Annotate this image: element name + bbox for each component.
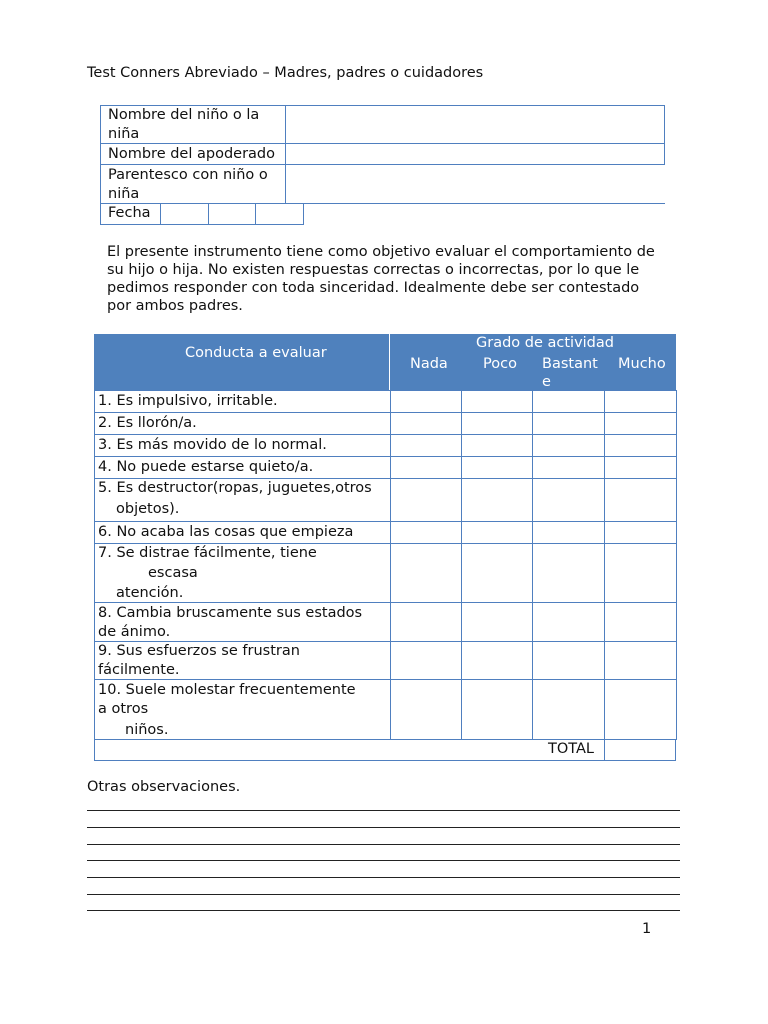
child-name-label-line2: niña (108, 126, 140, 142)
rating-cell[interactable] (604, 478, 677, 522)
relation-label-line1: Parentesco con niño o (108, 167, 268, 183)
rating-cell[interactable] (461, 478, 533, 522)
rating-cell[interactable] (604, 412, 677, 435)
option-mucho: Mucho (618, 356, 666, 372)
option-nada: Nada (410, 356, 448, 372)
observation-line[interactable] (87, 894, 680, 895)
observation-line[interactable] (87, 827, 680, 828)
intro-paragraph: El presente instrumento tiene como objetivo evaluar el comportamiento de su hijo o hija. No existen respuestas correctas o incorrectas, por lo que le pedimos responder con toda sinceridad. Idealmente debe ser contestado por ambos padres. (107, 244, 655, 314)
grade-header: Grado de actividad (476, 335, 614, 351)
item-8-line1: 8. Cambia bruscamente sus estados (98, 605, 363, 621)
option-bastante-line2: e (542, 374, 551, 390)
rating-cell[interactable] (532, 602, 605, 642)
rating-cell[interactable] (532, 434, 605, 457)
date-day-field[interactable] (160, 203, 209, 225)
rating-cell[interactable] (390, 521, 462, 544)
header-divider (389, 334, 390, 390)
date-year-field[interactable] (255, 203, 304, 225)
rating-cell[interactable] (461, 602, 533, 642)
date-month-field[interactable] (208, 203, 256, 225)
rating-cell[interactable] (390, 434, 462, 457)
rating-cell[interactable] (461, 521, 533, 544)
rating-cell[interactable] (461, 543, 533, 603)
rating-cell[interactable] (390, 602, 462, 642)
guardian-name-label: Nombre del apoderado (108, 146, 275, 162)
item-3: 3. Es más movido de lo normal. (98, 437, 327, 453)
observation-line[interactable] (87, 844, 680, 845)
total-value-cell[interactable] (604, 739, 676, 761)
item-10-line3: niños. (125, 722, 169, 738)
item-7-line2: escasa (148, 565, 198, 581)
rating-cell[interactable] (532, 412, 605, 435)
rating-cell[interactable] (390, 456, 462, 479)
rating-cell[interactable] (532, 521, 605, 544)
item-1: 1. Es impulsivo, irritable. (98, 393, 278, 409)
rating-cell[interactable] (604, 641, 677, 680)
item-7-line1: 7. Se distrae fácilmente, tiene (98, 545, 317, 561)
observation-line[interactable] (87, 860, 680, 861)
child-name-label-line1: Nombre del niño o la (108, 107, 260, 123)
observation-line[interactable] (87, 810, 680, 811)
option-poco: Poco (483, 356, 517, 372)
rating-cell[interactable] (604, 521, 677, 544)
observation-line[interactable] (87, 910, 680, 911)
page-number: 1 (642, 921, 652, 937)
rating-cell[interactable] (604, 679, 677, 740)
document-title: Test Conners Abreviado – Madres, padres o cuidadores (87, 65, 484, 81)
rating-cell[interactable] (532, 641, 605, 680)
item-5-line2: objetos). (116, 501, 180, 517)
item-4: 4. No puede estarse quieto/a. (98, 459, 314, 475)
observations-label: Otras observaciones. (87, 779, 241, 795)
rating-cell[interactable] (532, 543, 605, 603)
item-5-line1: 5. Es destructor(ropas, juguetes,otros (98, 480, 372, 496)
conduct-header: Conducta a evaluar (185, 345, 327, 361)
rating-cell[interactable] (532, 390, 605, 413)
relation-label-line2: niña (108, 186, 140, 202)
rating-cell[interactable] (461, 390, 533, 413)
item-8-line2: de ánimo. (98, 624, 171, 640)
rating-cell[interactable] (461, 679, 533, 740)
rating-cell[interactable] (604, 543, 677, 603)
relation-field[interactable] (285, 164, 665, 204)
rating-cell[interactable] (604, 602, 677, 642)
rating-cell[interactable] (390, 390, 462, 413)
total-label-cell (94, 739, 605, 761)
rating-cell[interactable] (604, 434, 677, 457)
rating-cell[interactable] (461, 641, 533, 680)
rating-cell[interactable] (532, 456, 605, 479)
rating-cell[interactable] (604, 456, 677, 479)
date-label: Fecha (108, 205, 151, 221)
item-9-line2: fácilmente. (98, 662, 180, 678)
rating-cell[interactable] (461, 456, 533, 479)
item-2: 2. Es llorón/a. (98, 415, 197, 431)
rating-cell[interactable] (390, 412, 462, 435)
rating-cell[interactable] (390, 641, 462, 680)
rating-cell[interactable] (461, 434, 533, 457)
item-7-line3: atención. (116, 585, 184, 601)
rating-cell[interactable] (461, 412, 533, 435)
option-bastante-line1: Bastant (542, 356, 598, 372)
observation-line[interactable] (87, 877, 680, 878)
item-10-line2: a otros (98, 701, 149, 717)
rating-cell[interactable] (604, 390, 677, 413)
item-9-line1: 9. Sus esfuerzos se frustran (98, 643, 300, 659)
child-name-field[interactable] (285, 105, 665, 144)
total-label: TOTAL (548, 741, 594, 757)
item-10-line1: 10. Suele molestar frecuentemente (98, 682, 356, 698)
rating-cell[interactable] (532, 478, 605, 522)
item-6: 6. No acaba las cosas que empieza (98, 524, 354, 540)
guardian-name-field[interactable] (285, 143, 665, 165)
rating-cell[interactable] (532, 679, 605, 740)
